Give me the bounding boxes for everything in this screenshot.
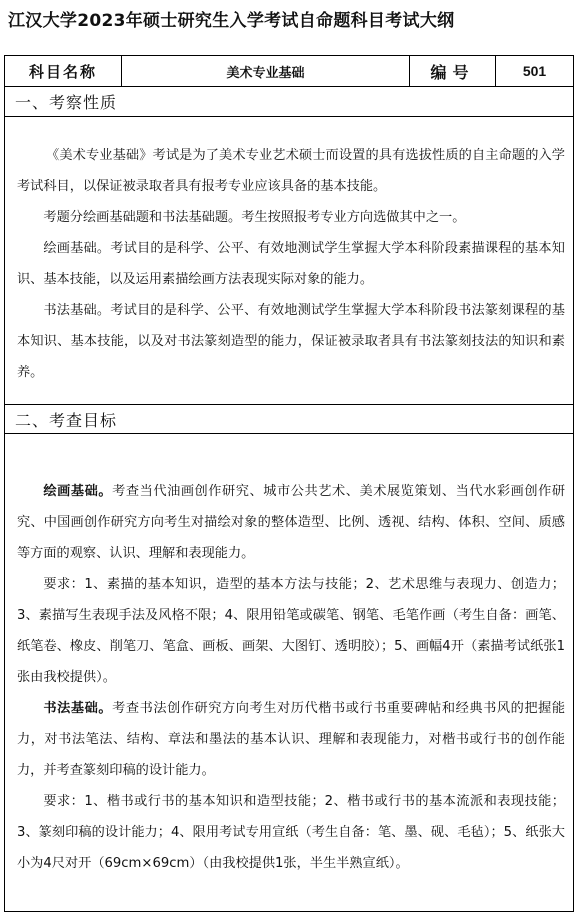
section-body-nature	[17, 140, 565, 388]
paragraph: 绘画基础。考试目的是科学、公平、有效地测试学生掌握大学本科阶段素描课程的基本知识、基本技能，以及运用素描绘画方法表现实际对象的能力。	[17, 241, 565, 287]
painting-text: 考查当代油画创作研究、城市公共艺术、美术展览策划、当代水彩画创作研究、中国画创作研究方向考生对描绘对象的整体造型、比例、透视、结构、体积、空间、质感等方面的观察、认识、理解和表现能力。	[17, 484, 566, 561]
paragraph-painting-requirements: 要求：1、素描的基本知识，造型的基本方法与技能；2、艺术思维与表现力、创造力；3、素描写生表现手法及风格不限；4、限用铅笔或碳笔、钢笔、毛笔作画（考生自备：画笔、纸笔卷、橡皮、削笔刀、笔盒、画板、画架、大图钉、透明胶）；5、画幅4开（素描考试纸张1张由我校提供）。	[17, 577, 565, 685]
paragraph-painting	[17, 476, 565, 569]
section-body-objectives	[17, 476, 565, 879]
paragraph-calligraphy-requirements: 要求：1、楷书或行书的基本知识和造型技能；2、楷书或行书的基本流派和表现技能；3、篆刻印稿的设计能力；4、限用考试专用宣纸（考生自备：笔、墨、砚、毛毡）；5、纸张大小为4尺对开（69cm×69cm）（由我校提供1张，半生半熟宣纸）。	[17, 794, 565, 871]
subject-header-row	[5, 56, 573, 87]
section-heading-nature: 一、考察性质	[5, 87, 573, 117]
syllabus-table	[4, 55, 574, 912]
subject-code-value: 501	[495, 56, 573, 86]
calligraphy-text: 考查书法创作研究方向考生对历代楷书或行书重要碑帖和经典书风的把握能力，对书法笔法、结构、章法和墨法的基本认识、理解和表现能力，对楷书或行书的创作能力，并考查篆刻印稿的设计能力。	[17, 701, 566, 778]
subject-name-value: 美术专业基础	[121, 56, 409, 86]
painting-label: 绘画基础。	[43, 484, 113, 499]
paragraph-calligraphy	[17, 693, 565, 786]
page-title: 江汉大学2023年硕士研究生入学考试自命题科目考试大纲	[8, 11, 455, 31]
paragraph: 书法基础。考试目的是科学、公平、有效地测试学生掌握大学本科阶段书法篆刻课程的基本知识、基本技能，以及对书法篆刻造型的能力，保证被录取者具有书法篆刻技法的知识和素养。	[17, 303, 565, 380]
paragraph: 考题分绘画基础题和书法基础题。考生按照报考专业方向选做其中之一。	[43, 210, 466, 225]
subject-code-label: 编号	[409, 56, 495, 86]
calligraphy-label: 书法基础。	[43, 701, 113, 716]
paragraph: 《美术专业基础》考试是为了美术专业艺术硕士而设置的具有选拔性质的自主命题的入学考试科目，以保证被录取者具有报考专业应该具备的基本技能。	[17, 148, 565, 194]
subject-name-label: 科目名称	[28, 62, 97, 81]
section-heading-objectives: 二、考查目标	[5, 404, 573, 434]
